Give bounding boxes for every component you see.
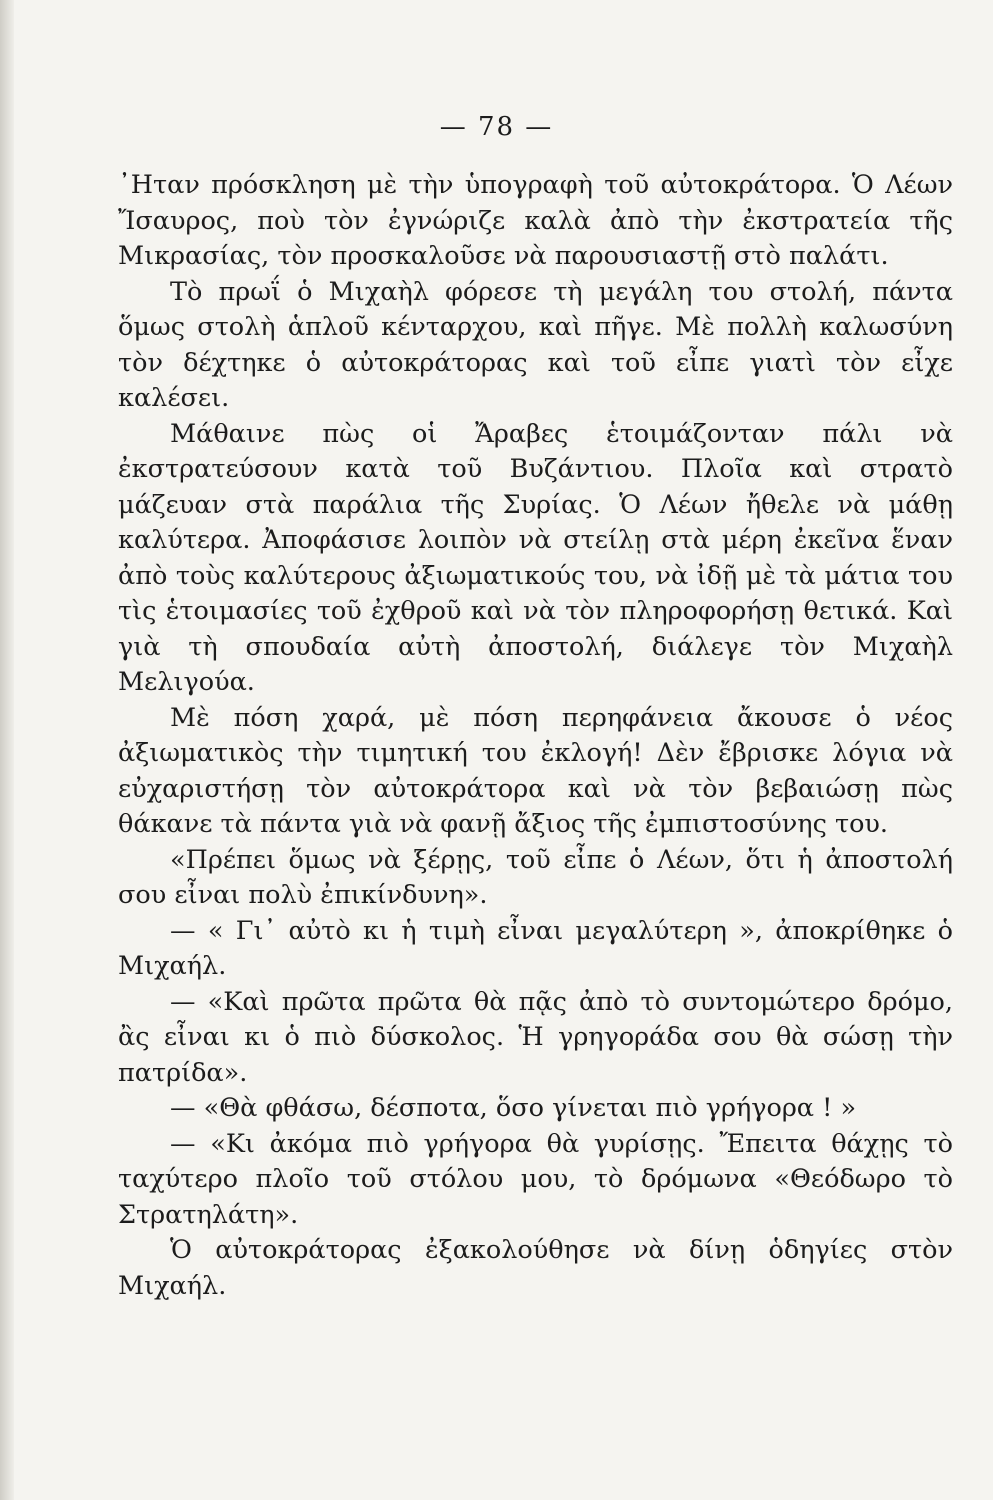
paragraph: Μὲ πόση χαρά, μὲ πόση περηφάνεια ἄκουσε ὁ νέος ἀξιωματικὸς τὴν τιμητική του ἐκλογή! Δὲν ἔβρισκε λόγια νὰ εὐχαριστήσῃ τὸν αὐτοκράτορα καὶ νὰ τὸν βεβαιώσῃ πὼς θάκανε τὰ πάντα γιὰ νὰ φανῇ ἄξιος τῆς ἐμπιστοσύνης του.: [118, 702, 953, 839]
paragraph: Μάθαινε πὼς οἱ Ἄραβες ἑτοιμάζονταν πάλι νὰ ἐκστρατεύσουν κατὰ τοῦ Βυζάντιου. Πλοῖα καὶ στρατὸ μάζευαν στὰ παράλια τῆς Συρίας. Ὁ Λέων ἤθελε νὰ μάθῃ καλύτερα. Ἀποφάσισε λοιπὸν νὰ στείλῃ στὰ μέρη ἐκεῖνα ἕναν ἀπὸ τοὺς καλύτερους ἀξιωματικούς του, νὰ ἰδῇ μὲ τὰ μάτια του τὶς ἑτοιμασίες τοῦ ἐχθροῦ καὶ νὰ τὸν πληροφορήσῃ θετικά. Καὶ γιὰ τὴ σπουδαία αὐτὴ ἀποστολή, διάλεγε τὸν Μιχαὴλ Μελιγούα.: [118, 418, 953, 697]
paragraph: ᾿Ηταν πρόσκληση μὲ τὴν ὑπογραφὴ τοῦ αὐτοκράτορα. Ὁ Λέων Ἴσαυρος, ποὺ τὸν ἐγνώριζε καλὰ ἀπὸ τὴν ἐκστρατεία τῆς Μικρασίας, τὸν προσκαλοῦσε νὰ παρουσιαστῇ στὸ παλάτι.: [118, 170, 953, 271]
dialogue-line: — «Καὶ πρῶτα πρῶτα θὰ πᾷς ἀπὸ τὸ συντομώτερο δρόμο, ἂς εἶναι κι ὁ πιὸ δύσκολος. Ἡ γρηγοράδα σου θὰ σώσῃ τὴν πατρίδα».: [118, 986, 953, 1088]
dialogue-line: — « Γι᾿ αὐτὸ κι ἡ τιμὴ εἶναι μεγαλύτερη », ἀποκρίθηκε ὁ Μιχαήλ.: [118, 915, 953, 981]
page-edge-shadow: [0, 0, 14, 1500]
page-number: — 78 —: [439, 112, 554, 142]
dialogue-line: — «Κι ἀκόμα πιὸ γρήγορα θὰ γυρίσῃς. Ἔπειτα θάχῃς τὸ ταχύτερο πλοῖο τοῦ στόλου μου, τὸ δρόμωνα «Θεόδωρο τὸ Στρατηλάτη».: [118, 1128, 953, 1230]
paragraph: Ὁ αὐτοκράτορας ἐξακολούθησε νὰ δίνῃ ὁδηγίες στὸν Μιχαήλ.: [118, 1235, 953, 1301]
paragraph: Τὸ πρωΐ ὁ Μιχαὴλ φόρεσε τὴ μεγάλη του στολή, πάντα ὅμως στολὴ ἁπλοῦ κένταρχου, καὶ πῆγε. Μὲ πολλὴ καλωσύνη τὸν δέχτηκε ὁ αὐτοκράτορας καὶ τοῦ εἶπε γιατὶ τὸν εἶχε καλέσει.: [118, 276, 953, 413]
body-text: [118, 168, 953, 1304]
dialogue-line: — «Θὰ φθάσω, δέσποτα, ὅσο γίνεται πιὸ γρήγορα ! »: [170, 1093, 857, 1123]
quote-paragraph: «Πρέπει ὅμως νὰ ξέρῃς, τοῦ εἶπε ὁ Λέων, ὅτι ἡ ἀποστολή σου εἶναι πολὺ ἐπικίνδυνη».: [118, 844, 953, 910]
